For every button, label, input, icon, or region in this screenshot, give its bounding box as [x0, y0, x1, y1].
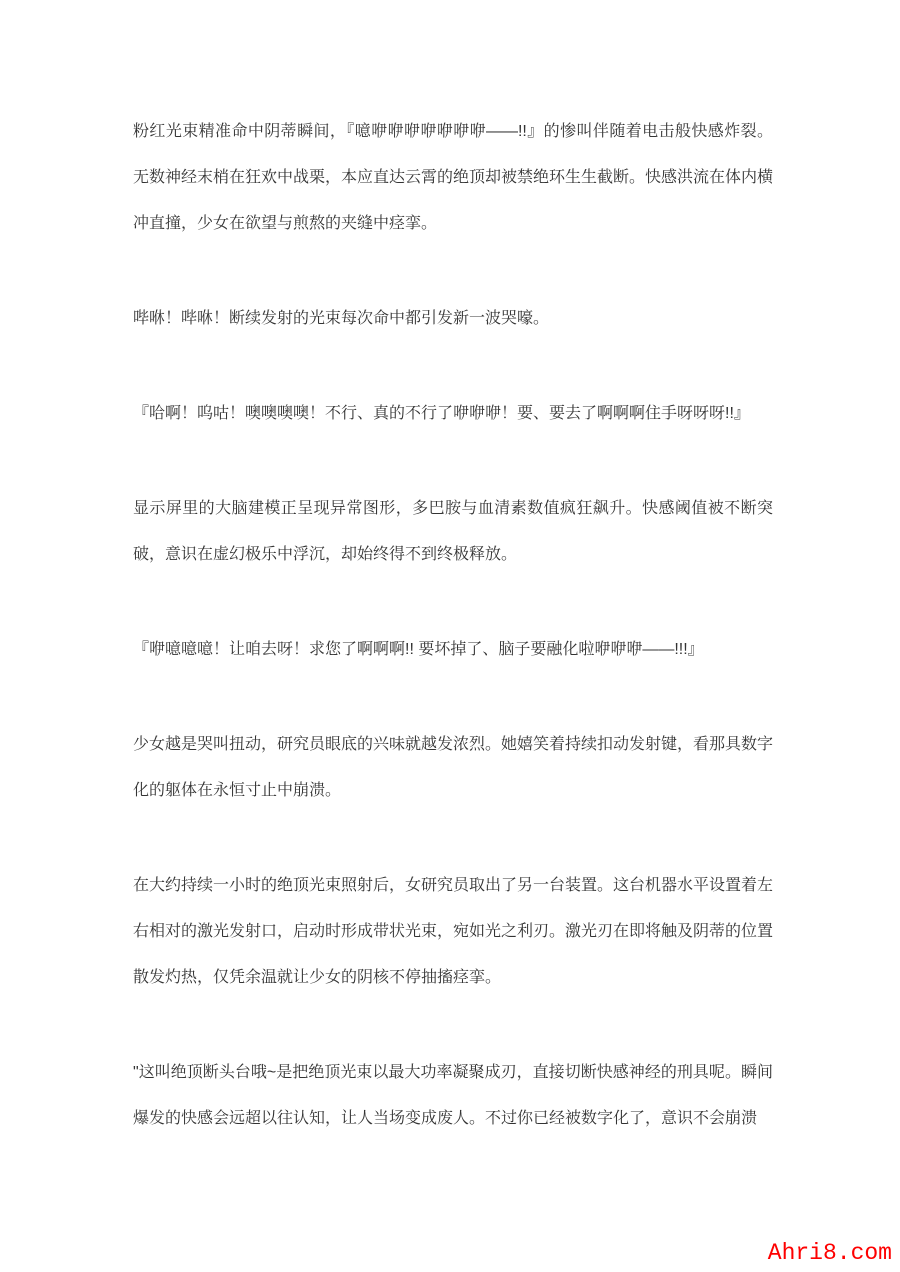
text-content — [133, 109, 773, 1142]
paragraph: 『咿噫噫噫！让咱去呀！求您了啊啊啊!! 要坏掉了、脑子要融化啦咿咿咿——!!!』 — [133, 641, 704, 658]
paragraph: 粉红光束精准命中阴蒂瞬间，『噫咿咿咿咿咿咿咿——!!』的惨叫伴随着电击般快感炸裂。无数神经末梢在狂欢中战栗，本应直达云霄的绝顶却被禁绝环生生截断。快感洪流在体内横冲直撞，少女在欲望与煎熬的夹缝中痉挛。 — [133, 123, 774, 232]
paragraph: 哔咻！哔咻！断续发射的光束每次命中都引发新一波哭嚎。 — [133, 310, 550, 327]
site-watermark: Ahri8.com — [767, 1239, 892, 1266]
paragraph: 少女越是哭叫扭动，研究员眼底的兴味就越发浓烈。她嬉笑着持续扣动发射键，看那具数字化的躯体在永恒寸止中崩溃。 — [133, 736, 774, 799]
paragraph: "这叫绝顶断头台哦~是把绝顶光束以最大功率凝聚成刃，直接切断快感神经的刑具呢。瞬间爆发的快感会远超以往认知，让人当场变成废人。不过你已经被数字化了，意识不会崩溃 — [133, 1064, 773, 1127]
paragraph: 『哈啊！呜咕！噢噢噢噢！不行、真的不行了咿咿咿！要、要去了啊啊啊住手呀呀呀!!』 — [133, 405, 750, 422]
paragraph: 显示屏里的大脑建模正呈现异常图形，多巴胺与血清素数值疯狂飙升。快感阈值被不断突破，意识在虚幻极乐中浮沉，却始终得不到终极释放。 — [133, 500, 773, 563]
paragraph: 在大约持续一小时的绝顶光束照射后，女研究员取出了另一台装置。这台机器水平设置着左右相对的激光发射口，启动时形成带状光束，宛如光之利刃。激光刃在即将触及阴蒂的位置散发灼热，仅凭余温就让少女的阴核不停抽搐痉挛。 — [133, 877, 774, 986]
